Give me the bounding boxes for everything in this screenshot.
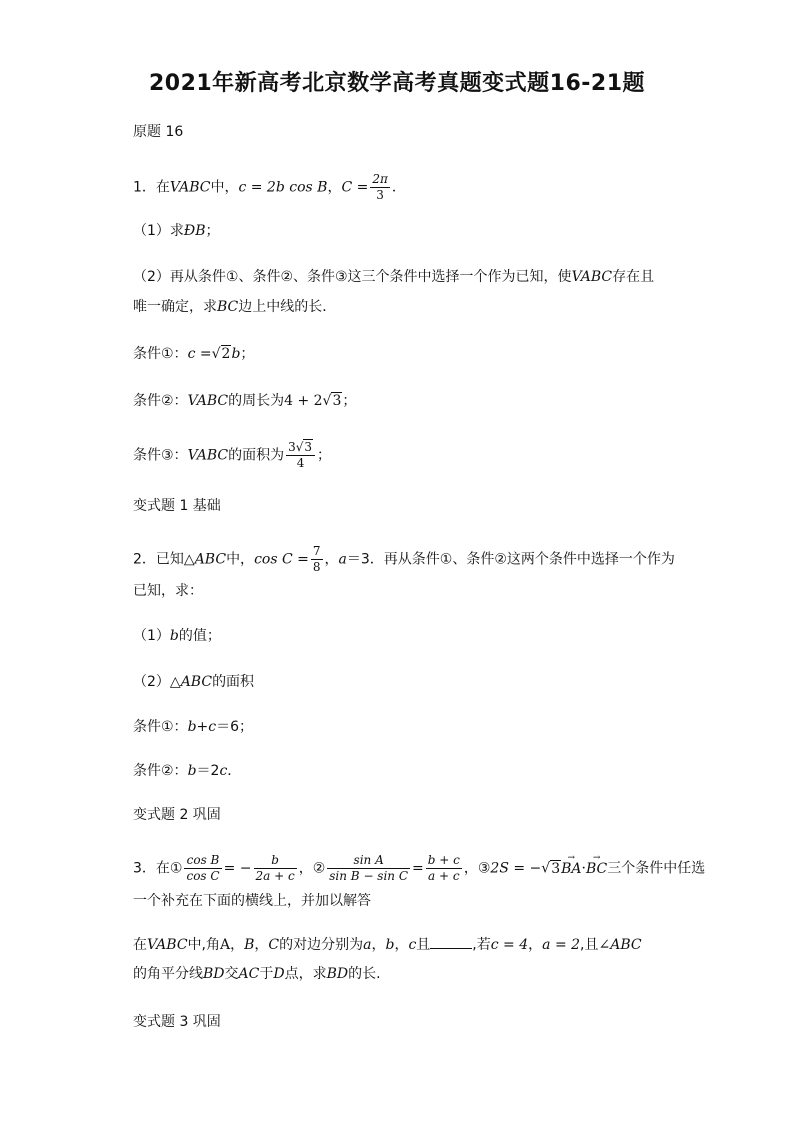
fraction-sinA-sinB-sinC: $\frac{\text{sin A}}{\text{sin B − sin C}}$	[329, 853, 409, 883]
problem-1-condition-2: 条件②：VABC的周长为4 + 2√3；	[133, 393, 357, 409]
problem-3-line-3: 在VABC中,角A，B，C的对边分别为a，b，c且 ,若c = 4，a = 2,且∠ABC	[133, 934, 642, 955]
fraction-7-8: $\frac{7}{8}$	[312, 544, 321, 574]
problem-1-statement: 1．在VABC中，c = 2b cos B，C = $\frac{2\pi}{3}$ ．	[133, 172, 406, 202]
problem-1-condition-1: 条件①：c =√2b；	[133, 346, 255, 362]
fraction-b-plus-c-a-plus-c: $\frac{b + c}{a + c}$	[427, 853, 460, 883]
vector-BC: → BC	[586, 859, 607, 879]
page-title: 2021年新高考北京数学高考真题变式题16-21题	[148, 71, 646, 96]
problem-1-question-2-line-2: 唯一确定，求BC边上中线的长．	[133, 299, 337, 315]
problem-2-line-2: 已知，求：	[133, 583, 203, 599]
problem-1-question-2-line-1: （2）再从条件①、条件②、条件③这三个条件中选择一个作为已知，使VABC存在且	[133, 269, 655, 285]
problem-2-condition-1: 条件①：b+c＝6；	[133, 719, 254, 735]
problem-2-condition-2: 条件②：b＝2c．	[133, 763, 242, 779]
fraction-2pi-3: $\frac{2\pi}{3}$	[372, 172, 388, 202]
section-variant-2: 变式题 2 巩固	[133, 807, 221, 823]
section-original: 原题 16	[133, 124, 184, 140]
problem-2-question-2: （2）△ABC的面积	[133, 674, 255, 690]
problem-3-line-4: 的角平分线BD交AC于D点，求BD的长.	[133, 966, 381, 982]
problem-1-question-1: （1）求ÐB；	[133, 223, 220, 239]
fraction-3sqrt3-4: $\frac{3√3}{4}$	[286, 440, 315, 471]
problem-3-line-2: 一个补充在下面的横线上，并加以解答	[133, 893, 371, 909]
problem-3-line-1: 3．在① $\frac{\text{cos B}}{\text{cos C}}$ = − $\frac{b}{2a + c}$ ，② $\frac{\text{sin A}}{\text{sin B − sin C}}$ = $\frac{b + c}{a + c}$ ，③2S = −√3→ BA·→ BC三个条件中任选	[133, 853, 705, 884]
problem-2-line-1: 2．已知△ABC中，cos C = $\frac{7}{8}$ ，a＝3．再从条件①、条件②这两个条件中选择一个作为	[133, 544, 675, 574]
answer-blank	[430, 934, 472, 949]
vector-BA: → BA	[561, 859, 581, 879]
fraction-b-2a-plus-c: $\frac{b}{2a + c}$	[255, 853, 295, 883]
section-variant-1: 变式题 1 基础	[133, 498, 221, 514]
section-variant-3: 变式题 3 巩固	[133, 1014, 221, 1030]
problem-2-question-1: （1）b的值；	[133, 628, 221, 644]
problem-1-condition-3: 条件③：VABC的面积为 $\frac{3√3}{4}$ ；	[133, 440, 332, 470]
fraction-cosB-cosC: $\frac{\text{cos B}}{\text{cos C}}$	[186, 853, 220, 883]
